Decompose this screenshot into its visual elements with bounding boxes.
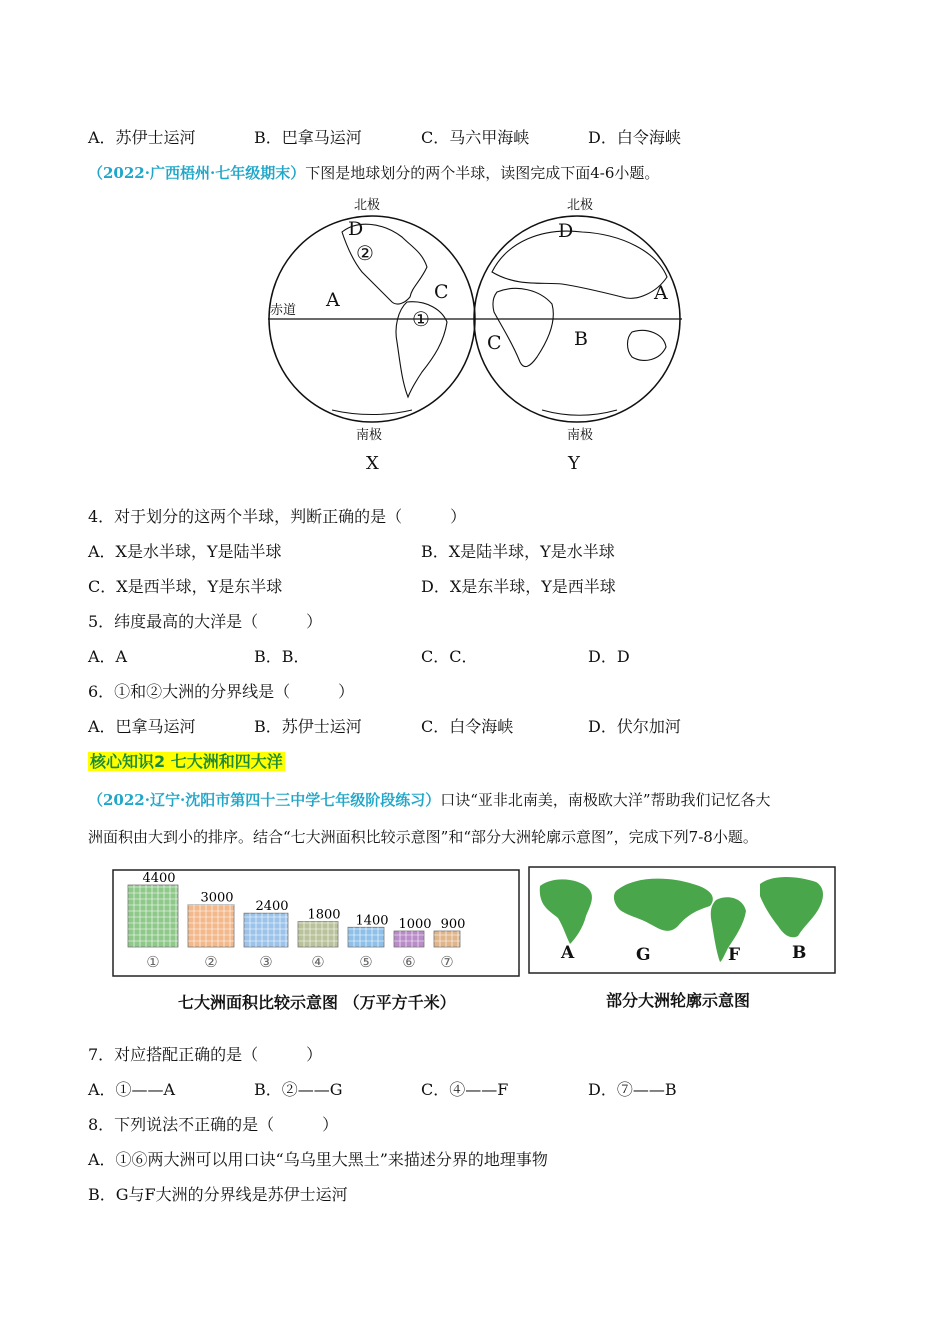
section-title-text: 核心知识2 七大洲和四大洋 bbox=[90, 752, 283, 771]
intro2-text1: 口诀“亚非北南美，南极欧大洋”帮助我们记忆各大 bbox=[440, 791, 771, 809]
intro-7-8-line1 bbox=[88, 789, 771, 811]
x-label: X bbox=[366, 453, 379, 474]
australia-outline bbox=[628, 330, 667, 360]
area-value-label: 2400 bbox=[255, 899, 289, 915]
outline-label-a: A bbox=[561, 943, 575, 963]
q7-option-a[interactable]: A．①——A bbox=[88, 1080, 176, 1099]
intro-4-6 bbox=[88, 162, 659, 184]
q5-stem: 5．纬度最高的大洋是（ ） bbox=[88, 612, 323, 631]
q8-stem: 8．下列说法不正确的是（ ） bbox=[88, 1115, 339, 1134]
area-value-label: 4400 bbox=[142, 871, 176, 886]
q8-option-a[interactable]: A．①⑥两大洲可以用口诀“乌乌里大黑土”来描述分界的地理事物 bbox=[88, 1150, 548, 1169]
equator-label: 赤道 bbox=[270, 303, 297, 318]
q7-option-d[interactable]: D．⑦——B bbox=[588, 1080, 677, 1099]
q5-option-b[interactable]: B．B． bbox=[254, 647, 310, 666]
continent-outline-figure bbox=[528, 866, 838, 976]
intro2-text2: 洲面积由大到小的排序。结合“七大洲面积比较示意图”和“部分大洲轮廓示意图”，完成下列7-8小题。 bbox=[88, 828, 758, 846]
area-value-label: 3000 bbox=[200, 890, 234, 906]
q6-option-a[interactable]: A．巴拿马运河 bbox=[88, 717, 196, 736]
q4-option-c[interactable]: C．X是西半球，Y是东半球 bbox=[88, 577, 283, 596]
section-title bbox=[88, 751, 285, 773]
q8-option-b[interactable]: B．G与F大洲的分界线是苏伊士运河 bbox=[88, 1185, 348, 1204]
area-block-1 bbox=[128, 885, 178, 947]
area-continent-label: ⑤ bbox=[359, 953, 373, 971]
q5-option-a[interactable]: A．A bbox=[88, 647, 128, 666]
south-pole-label-right: 南极 bbox=[567, 428, 594, 443]
africa-outline bbox=[493, 288, 553, 366]
area-block-6 bbox=[394, 931, 424, 947]
q7-option-c[interactable]: C．④——F bbox=[421, 1080, 509, 1099]
area-continent-label: ③ bbox=[259, 953, 273, 971]
area-continent-label: ⑥ bbox=[402, 953, 416, 971]
area-block-3 bbox=[244, 913, 288, 947]
q6-option-c[interactable]: C．白令海峡 bbox=[421, 717, 514, 736]
q6-option-b[interactable]: B．苏伊士运河 bbox=[254, 717, 362, 736]
area-value-label: 1000 bbox=[398, 917, 432, 932]
left-letter-a: A bbox=[326, 289, 340, 311]
area-chart-caption: 七大洲面积比较示意图 （万平方千米） bbox=[178, 993, 456, 1012]
q3-option-c[interactable]: C．马六甲海峡 bbox=[421, 128, 530, 147]
q4-option-a[interactable]: A．X是水半球，Y是陆半球 bbox=[88, 542, 282, 561]
left-letter-m2: ② bbox=[356, 241, 374, 265]
y-label: Y bbox=[568, 453, 580, 474]
outline-label-b: B bbox=[792, 943, 807, 963]
q4-option-d[interactable]: D．X是东半球，Y是西半球 bbox=[421, 577, 616, 596]
intro-text: 下图是地球划分的两个半球，读图完成下面4-6小题。 bbox=[305, 164, 660, 182]
area-value-label: 1400 bbox=[355, 913, 389, 929]
area-continent-label: ② bbox=[204, 953, 218, 971]
area-value-label: 1800 bbox=[307, 907, 341, 923]
north-pole-label-right: 北极 bbox=[567, 198, 594, 213]
q3-options bbox=[88, 127, 848, 149]
outline-label-g: G bbox=[636, 945, 651, 965]
q3-option-b[interactable]: B．巴拿马运河 bbox=[254, 128, 362, 147]
q7-stem: 7．对应搭配正确的是（ ） bbox=[88, 1045, 323, 1064]
outline-label-f: F bbox=[728, 945, 741, 965]
area-block-7 bbox=[434, 931, 460, 947]
outline-caption: 部分大洲轮廓示意图 bbox=[606, 991, 751, 1010]
q3-option-d[interactable]: D．白令海峡 bbox=[588, 128, 681, 147]
q4-stem: 4．对于划分的这两个半球，判断正确的是（ ） bbox=[88, 507, 467, 526]
source-tag-2: （2022·辽宁·沈阳市第四十三中学七年级阶段练习） bbox=[88, 791, 441, 809]
right-letter-d: D bbox=[558, 220, 574, 242]
q4-options-row1 bbox=[88, 541, 848, 563]
right-letter-a: A bbox=[654, 282, 668, 304]
q4-option-b[interactable]: B．X是陆半球，Y是水半球 bbox=[421, 542, 615, 561]
q7-option-b[interactable]: B．②——G bbox=[254, 1080, 343, 1099]
continent-area-chart bbox=[112, 869, 520, 977]
right-letter-c: C bbox=[487, 332, 502, 354]
left-letter-m1: ① bbox=[412, 307, 430, 331]
hemisphere-map bbox=[262, 192, 692, 482]
area-continent-label: ④ bbox=[311, 953, 325, 971]
q5-option-c[interactable]: C．C． bbox=[421, 647, 478, 666]
area-continent-label: ⑦ bbox=[440, 953, 454, 971]
area-value-label: 900 bbox=[440, 917, 466, 932]
antarctica-right-outline bbox=[542, 410, 617, 415]
left-letter-d: D bbox=[348, 218, 364, 240]
right-letter-b: B bbox=[574, 328, 588, 350]
source-tag: （2022·广西梧州·七年级期末） bbox=[88, 164, 306, 182]
q4-options-row2 bbox=[88, 576, 848, 598]
left-letter-c: C bbox=[434, 281, 449, 303]
q5-option-d[interactable]: D．D bbox=[588, 647, 630, 666]
q3-option-a[interactable]: A．苏伊士运河 bbox=[88, 128, 196, 147]
q6-option-d[interactable]: D．伏尔加河 bbox=[588, 717, 681, 736]
q7-options bbox=[88, 1079, 848, 1101]
north-pole-label-left: 北极 bbox=[354, 198, 381, 213]
area-continent-label: ① bbox=[146, 953, 160, 971]
q6-options bbox=[88, 716, 848, 738]
south-pole-label-left: 南极 bbox=[356, 428, 383, 443]
q6-stem: 6．①和②大洲的分界线是（ ） bbox=[88, 682, 355, 701]
antarctica-left-outline bbox=[332, 410, 412, 415]
q5-options bbox=[88, 646, 848, 668]
